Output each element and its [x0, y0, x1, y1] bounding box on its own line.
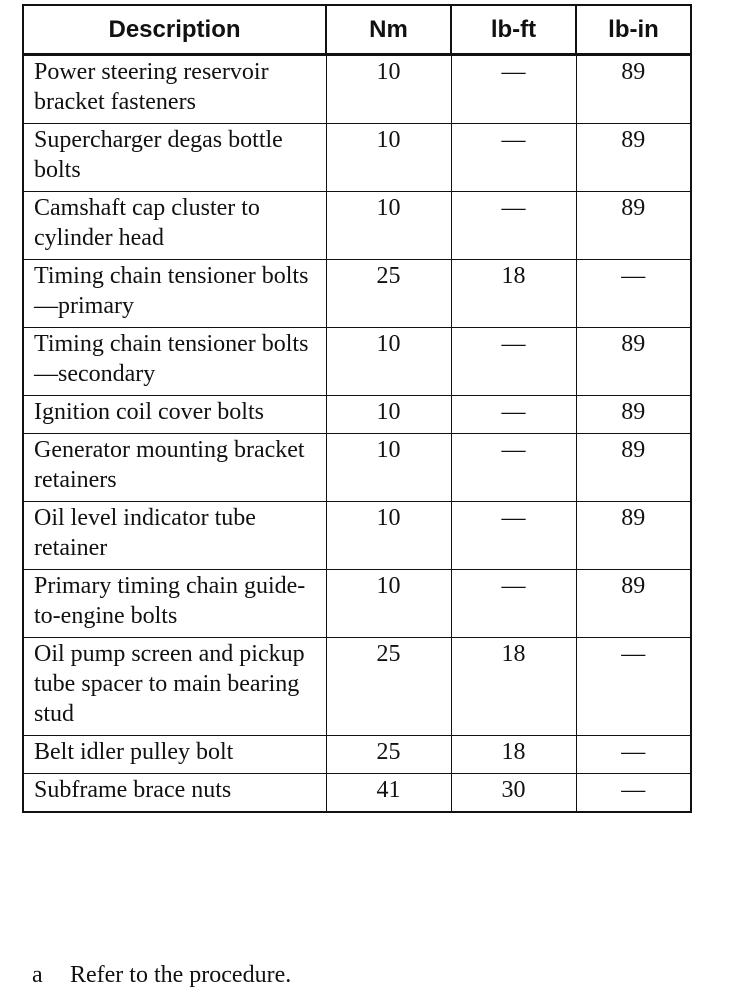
- table-row: [23, 638, 691, 736]
- cell-lbft: 18: [451, 638, 576, 736]
- cell-lbin: —: [576, 774, 691, 813]
- header-nm: Nm: [326, 5, 451, 55]
- cell-description: Ignition coil cover bolts: [23, 396, 326, 434]
- cell-nm: 25: [326, 638, 451, 736]
- footnote-text: Refer to the procedure.: [70, 962, 292, 988]
- table-row: [23, 774, 691, 813]
- cell-nm: 10: [326, 570, 451, 638]
- cell-lbin: 89: [576, 396, 691, 434]
- cell-lbin: 89: [576, 570, 691, 638]
- cell-nm: 10: [326, 502, 451, 570]
- cell-nm: 10: [326, 55, 451, 124]
- torque-spec-table: [22, 4, 692, 813]
- cell-description: Subframe brace nuts: [23, 774, 326, 813]
- table-row: [23, 434, 691, 502]
- cell-nm: 10: [326, 192, 451, 260]
- cell-lbin: 89: [576, 502, 691, 570]
- cell-description: Supercharger degas bottle bolts: [23, 124, 326, 192]
- table-row: [23, 502, 691, 570]
- cell-description: Timing chain tensioner bolts—primary: [23, 260, 326, 328]
- cell-lbft: —: [451, 570, 576, 638]
- cell-nm: 10: [326, 328, 451, 396]
- cell-lbft: —: [451, 502, 576, 570]
- table-row: [23, 124, 691, 192]
- footnote-mark: a: [32, 962, 43, 988]
- cell-lbin: 89: [576, 55, 691, 124]
- cell-lbft: 30: [451, 774, 576, 813]
- cell-lbft: —: [451, 55, 576, 124]
- cell-lbin: 89: [576, 124, 691, 192]
- header-description: Description: [23, 5, 326, 55]
- header-lbin: lb-in: [576, 5, 691, 55]
- cell-lbft: —: [451, 434, 576, 502]
- cell-lbft: —: [451, 124, 576, 192]
- cell-lbft: 18: [451, 736, 576, 774]
- cell-lbft: —: [451, 328, 576, 396]
- table-row: [23, 736, 691, 774]
- cell-nm: 41: [326, 774, 451, 813]
- table-row: [23, 396, 691, 434]
- table-row: [23, 192, 691, 260]
- table-row: [23, 55, 691, 124]
- cell-description: Primary timing chain guide-to-engine bolts: [23, 570, 326, 638]
- cell-lbin: 89: [576, 328, 691, 396]
- cell-description: Power steering reservoir bracket fasteners: [23, 55, 326, 124]
- table-row: [23, 260, 691, 328]
- cell-lbin: —: [576, 638, 691, 736]
- cell-lbft: 18: [451, 260, 576, 328]
- cell-description: Timing chain tensioner bolts—secondary: [23, 328, 326, 396]
- cell-nm: 25: [326, 260, 451, 328]
- cell-lbin: —: [576, 736, 691, 774]
- cell-nm: 10: [326, 396, 451, 434]
- cell-lbin: 89: [576, 192, 691, 260]
- cell-nm: 10: [326, 434, 451, 502]
- table-header-row: [23, 5, 691, 55]
- table-row: [23, 328, 691, 396]
- cell-lbin: 89: [576, 434, 691, 502]
- table-body: [23, 55, 691, 813]
- cell-description: Oil level indicator tube retainer: [23, 502, 326, 570]
- footnote: [32, 960, 291, 990]
- cell-description: Generator mounting bracket retainers: [23, 434, 326, 502]
- table-row: [23, 570, 691, 638]
- cell-description: Belt idler pulley bolt: [23, 736, 326, 774]
- cell-nm: 10: [326, 124, 451, 192]
- cell-nm: 25: [326, 736, 451, 774]
- cell-lbft: —: [451, 192, 576, 260]
- cell-lbft: —: [451, 396, 576, 434]
- header-lbft: lb-ft: [451, 5, 576, 55]
- cell-description: Camshaft cap cluster to cylinder head: [23, 192, 326, 260]
- cell-lbin: —: [576, 260, 691, 328]
- cell-description: Oil pump screen and pickup tube spacer to main bearing stud: [23, 638, 326, 736]
